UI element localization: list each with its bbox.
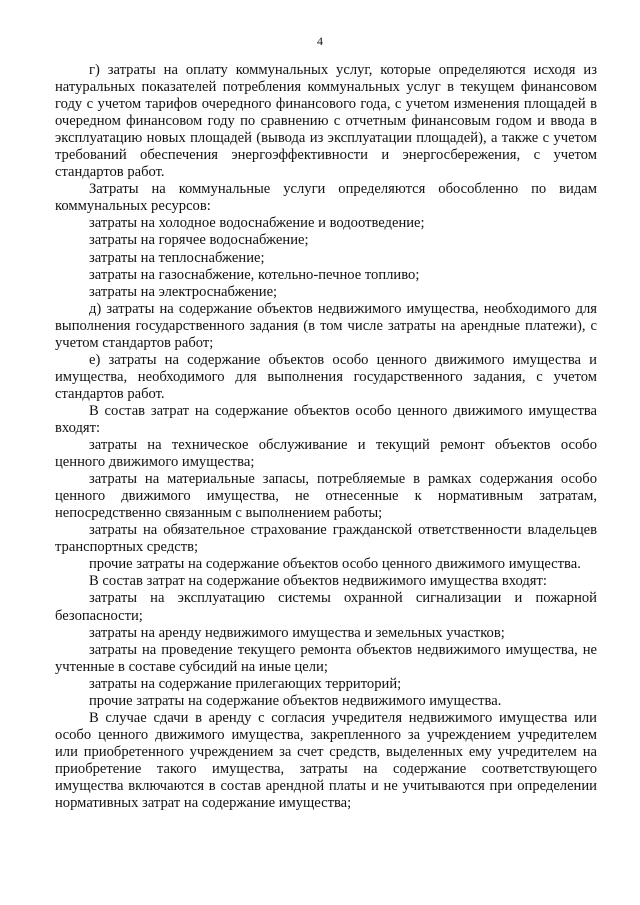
paragraph: прочие затраты на содержание объектов недвижимого имущества. <box>89 692 502 709</box>
page-number: 4 <box>317 34 323 48</box>
paragraph: затраты на холодное водоснабжение и водоотведение; <box>89 215 425 232</box>
paragraph: прочие затраты на содержание объектов особо ценного движимого имущества. <box>89 556 581 573</box>
paragraph: г) затраты на оплату коммунальных услуг, которые определяются исходя из натуральных показателей потребления коммунальных услуг в текущем финансовом году с учетом тарифов очередного финансового года, с учетом изменения площадей в очередном финансовом году по сравнению с отчетным финансовым годом и ввода в эксплуатацию новых площадей (вывода из эксплуатации площадей), а также с учетом требований обеспечения энергоэффективности и энергосбережения, с учетом стандартов работ. <box>55 62 597 181</box>
paragraph: Затраты на коммунальные услуги определяются обособленно по видам коммунальных ресурсов: <box>55 181 597 215</box>
paragraph: затраты на теплоснабжение; <box>89 249 265 266</box>
paragraph: затраты на аренду недвижимого имущества и земельных участков; <box>89 624 505 641</box>
paragraph: затраты на содержание прилегающих территорий; <box>89 675 402 692</box>
paragraph: затраты на горячее водоснабжение; <box>89 232 309 249</box>
document-body <box>55 62 597 812</box>
paragraph: В случае сдачи в аренду с согласия учредителя недвижимого имущества или особо ценного движимого имущества, закрепленного за учреждением учредителем или приобретенного учреждением за счет средств, выделенных ему учредителем на приобретение такого имущества, затраты на содержание соответствующего имущества включаются в состав арендной платы и не учитываются при определении нормативных затрат на содержание имущества; <box>55 709 597 812</box>
paragraph: В состав затрат на содержание объектов особо ценного движимого имущества входят: <box>55 402 597 436</box>
paragraph: затраты на проведение текущего ремонта объектов недвижимого имущества, не учтенные в составе субсидий на иные цели; <box>55 641 597 675</box>
paragraph: затраты на материальные запасы, потребляемые в рамках содержания особо ценного движимого имущества, не отнесенные к нормативным затратам, непосредственно связанным с выполнением работы; <box>55 471 597 522</box>
paragraph: д) затраты на содержание объектов недвижимого имущества, необходимого для выполнения государственного задания (в том числе затраты на арендные платежи), с учетом стандартов работ; <box>55 300 597 351</box>
paragraph: затраты на обязательное страхование гражданской ответственности владельцев транспортных средств; <box>55 522 597 556</box>
paragraph: затраты на электроснабжение; <box>89 283 278 300</box>
paragraph: затраты на эксплуатацию системы охранной сигнализации и пожарной безопасности; <box>55 590 597 624</box>
paragraph: е) затраты на содержание объектов особо ценного движимого имущества и имущества, необходимого для выполнения государственного задания, с учетом стандартов работ. <box>55 351 597 402</box>
paragraph: затраты на газоснабжение, котельно-печное топливо; <box>89 266 420 283</box>
paragraph: В состав затрат на содержание объектов недвижимого имущества входят: <box>89 573 547 590</box>
paragraph: затраты на техническое обслуживание и текущий ремонт объектов особо ценного движимого имущества; <box>55 437 597 471</box>
